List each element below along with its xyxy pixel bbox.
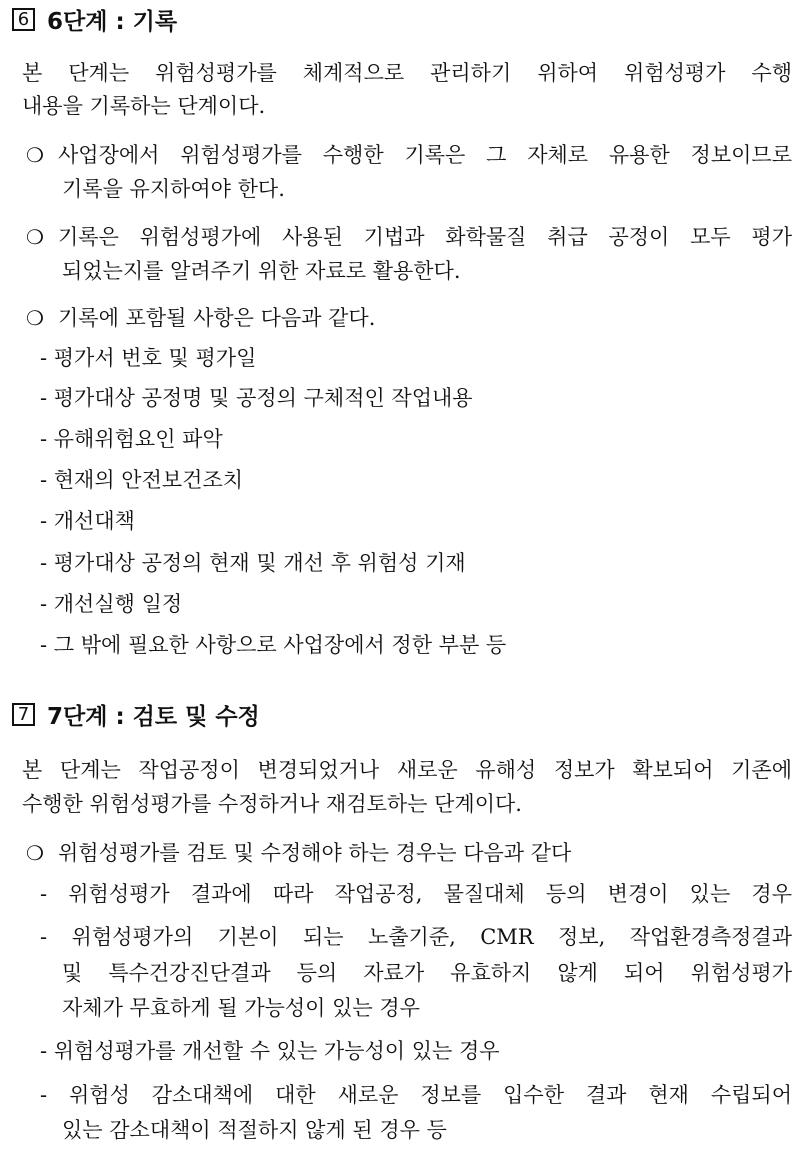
list-item: - 평가서 번호 및 평가일 bbox=[40, 346, 257, 370]
section6-bullet1-line1: 사업장에서 위험성평가를 수행한 기록은 그 자체로 유용한 정보이므로 bbox=[58, 143, 792, 167]
section6-number-box: 6 bbox=[12, 8, 35, 31]
section7-title: 7단계 : 검토 및 수정 bbox=[47, 703, 260, 730]
bullet-icon: ❍ bbox=[26, 306, 44, 330]
list-item: - 개선실행 일정 bbox=[40, 592, 183, 616]
bullet-icon: ❍ bbox=[26, 225, 44, 249]
section7-item3: - 위험성평가를 개선할 수 있는 가능성이 있는 경우 bbox=[40, 1039, 500, 1063]
section7-heading bbox=[12, 697, 260, 731]
section7-item2-line1: - 위험성평가의 기본이 되는 노출기준, CMR 정보, 작업환경측정결과 bbox=[40, 925, 792, 949]
section6-bullet2-line1: 기록은 위험성평가에 사용된 기법과 화학물질 취급 공정이 모두 평가 bbox=[58, 225, 792, 249]
section7-item4-line2: 있는 감소대책이 적절하지 않게 된 경우 등 bbox=[62, 1118, 447, 1142]
section7-item4-line1: - 위험성 감소대책에 대한 새로운 정보를 입수한 결과 현재 수립되어 bbox=[40, 1083, 792, 1107]
list-item: - 개선대책 bbox=[40, 509, 135, 533]
section7-intro-line2: 수행한 위험성평가를 수정하거나 재검토하는 단계이다. bbox=[22, 792, 522, 816]
section6-intro-line1: 본 단계는 위험성평가를 체계적으로 관리하기 위하여 위험성평가 수행 bbox=[22, 61, 792, 85]
list-item: - 평가대상 공정의 현재 및 개선 후 위험성 기재 bbox=[40, 551, 466, 575]
section7-item1: - 위험성평가 결과에 따라 작업공정, 물질대체 등의 변경이 있는 경우 bbox=[40, 882, 792, 906]
bullet-icon: ❍ bbox=[26, 841, 44, 865]
section6-bullet3: 기록에 포함될 사항은 다음과 같다. bbox=[58, 306, 376, 330]
list-item: - 그 밖에 필요한 사항으로 사업장에서 정한 부분 등 bbox=[40, 633, 507, 657]
section6-intro-line2: 내용을 기록하는 단계이다. bbox=[22, 94, 266, 118]
section7-item2-line2: 및 특수건강진단결과 등의 자료가 유효하지 않게 되어 위험성평가 bbox=[62, 961, 792, 985]
section7-intro-line1: 본 단계는 작업공정이 변경되었거나 새로운 유해성 정보가 확보되어 기존에 bbox=[22, 758, 792, 782]
list-item: - 평가대상 공정명 및 공정의 구체적인 작업내용 bbox=[40, 386, 473, 410]
bullet-icon: ❍ bbox=[26, 143, 44, 167]
list-item: - 현재의 안전보건조치 bbox=[40, 468, 244, 492]
section7-bullet1: 위험성평가를 검토 및 수정해야 하는 경우는 다음과 같다 bbox=[58, 841, 572, 865]
section6-bullet2-line2: 되었는지를 알려주기 위한 자료로 활용한다. bbox=[62, 259, 461, 283]
section7-item2-line3: 자체가 무효하게 될 가능성이 있는 경우 bbox=[62, 996, 420, 1020]
section7-number-box: 7 bbox=[12, 703, 35, 726]
list-item: - 유해위험요인 파악 bbox=[40, 427, 223, 451]
section6-title: 6단계 : 기록 bbox=[47, 8, 178, 35]
section6-heading bbox=[12, 2, 177, 36]
section6-bullet1-line2: 기록을 유지하여야 한다. bbox=[62, 177, 285, 201]
